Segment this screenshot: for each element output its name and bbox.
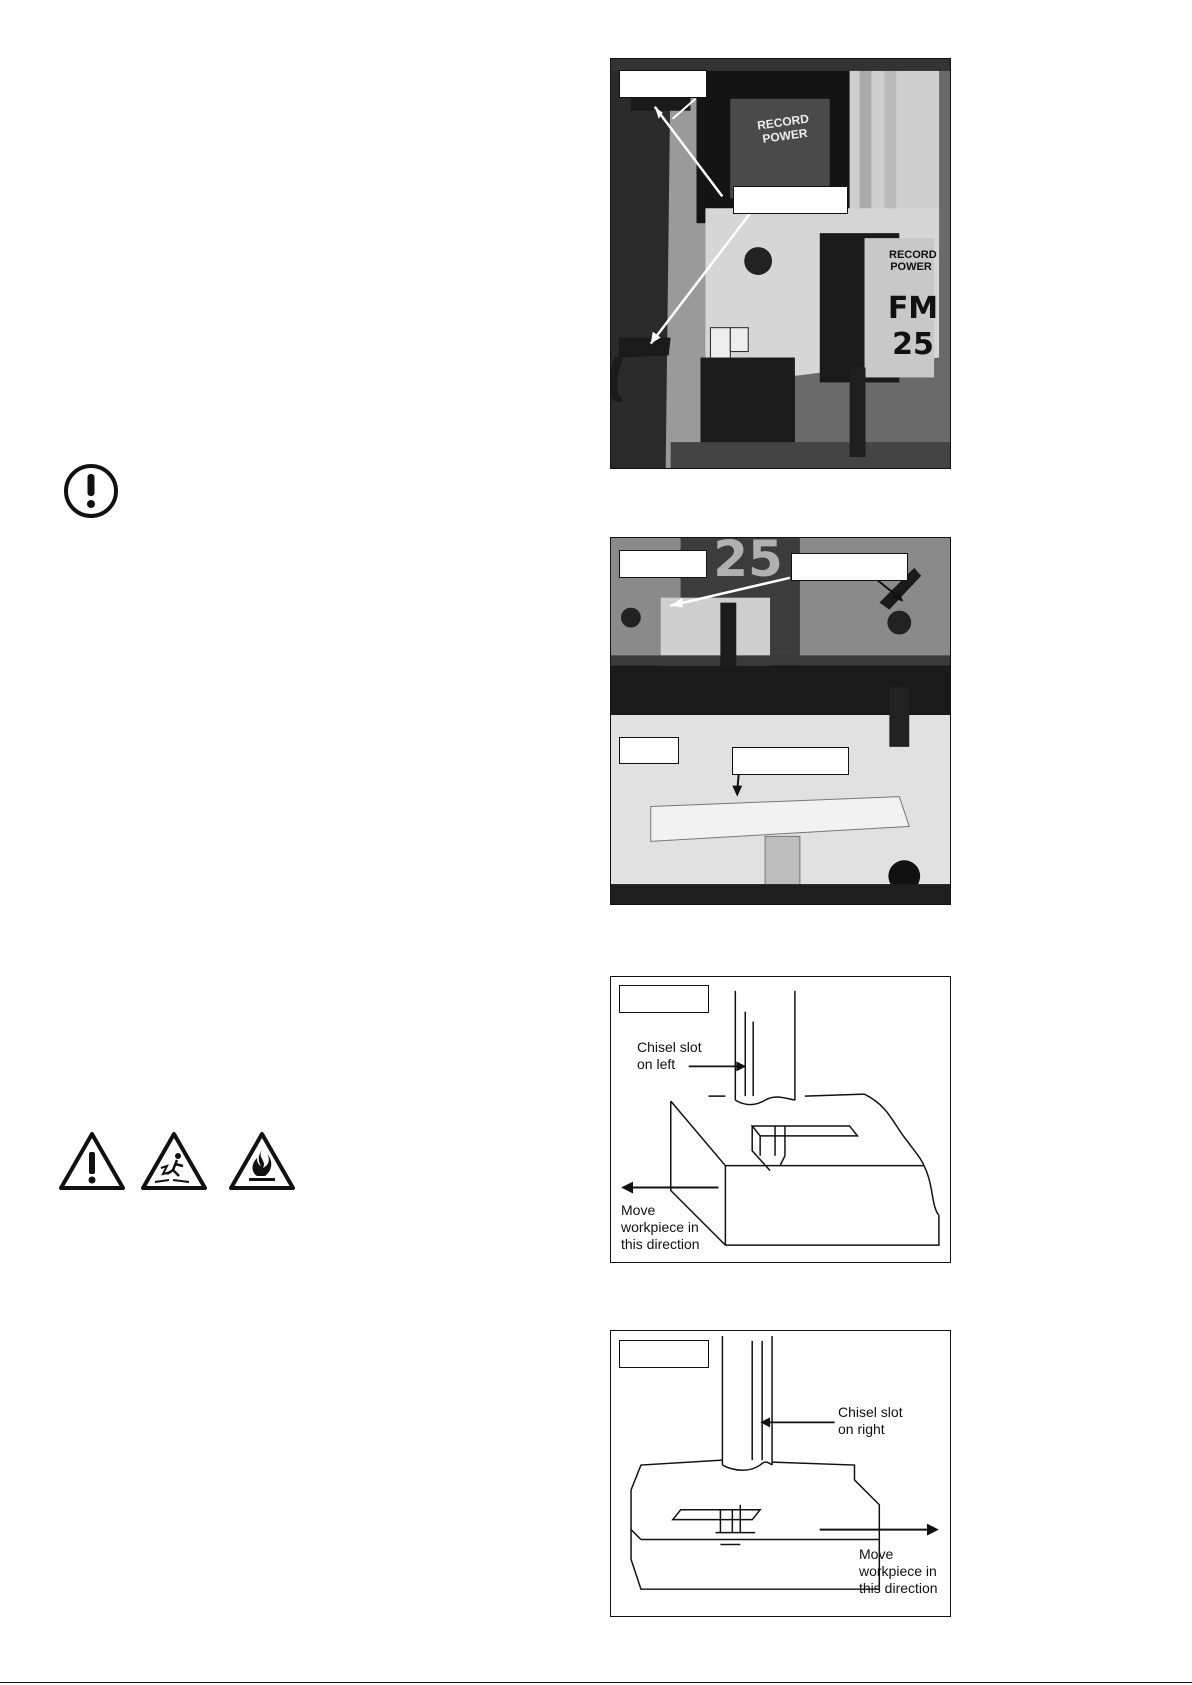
- figure-diagram-chisel-right: [610, 1330, 951, 1617]
- flammable-warning-icon: [227, 1130, 297, 1192]
- callout-label-box: [733, 186, 848, 214]
- move-direction-label: Move workpiece in this direction: [859, 1546, 938, 1596]
- figure-diagram-chisel-left: [610, 976, 951, 1263]
- figure-label-box: [619, 70, 707, 98]
- electric-shock-warning-icon: [139, 1130, 209, 1192]
- chisel-slot-label: Chisel slot on right: [838, 1404, 903, 1437]
- page-bottom-rule: [0, 1682, 1192, 1683]
- move-direction-label: Move workpiece in this direction: [621, 1202, 700, 1252]
- figure-label-box: [619, 985, 709, 1013]
- brand-plate: RECORD POWER: [756, 111, 810, 147]
- model-number: 25: [713, 537, 783, 588]
- warning-triangle-icon: [57, 1130, 127, 1192]
- attention-icon: [61, 461, 121, 521]
- figure-label-box: [619, 737, 679, 764]
- model-line-2: 25: [892, 327, 934, 362]
- figure-label-box: [619, 550, 707, 578]
- brand-side: RECORD POWER: [889, 249, 937, 273]
- chisel-slot-label: Chisel slot on left: [637, 1039, 702, 1072]
- model-line-1: FM: [887, 291, 939, 326]
- callout-label-box: [791, 553, 908, 581]
- callout-label-box: [732, 747, 849, 775]
- figure-photo-machine-head: [610, 58, 951, 469]
- figure-label-box: [619, 1340, 709, 1368]
- figure-photo-fence: [610, 537, 951, 905]
